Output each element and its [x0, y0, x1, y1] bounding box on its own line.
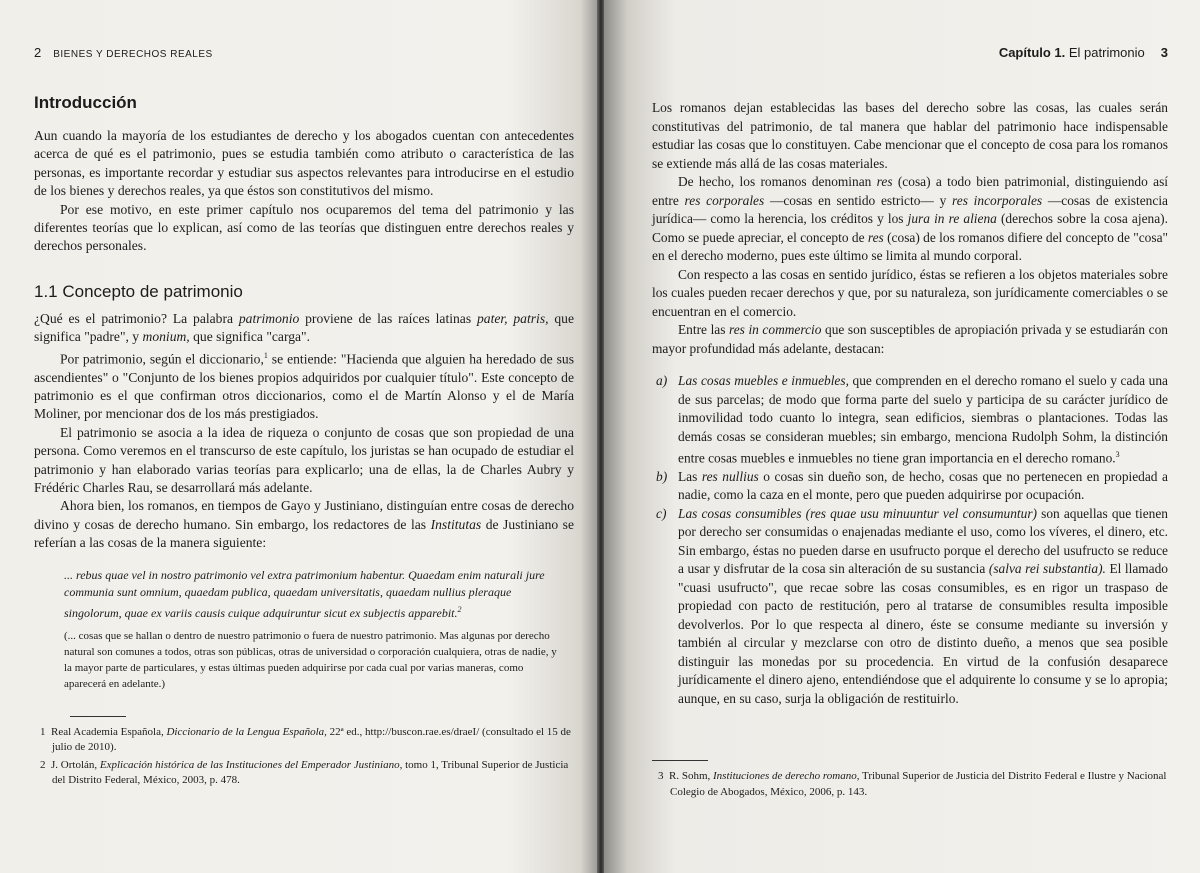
paragraph: Por patrimonio, según el diccionario,$^1$ se entiende: "Hacienda que alguien ha heredado de sus ascendientes" o "Conjunto de los bienes propios adquiridos por cualquier título". Este concepto de patrimonio es el que confirman otros diccionarios, como el de Martín Alonso y el de María Moliner, por mencionar dos de los más prestigiados.	[34, 350, 574, 422]
paragraph: Aun cuando la mayoría de los estudiantes de derecho y los abogados cuentan con antecedentes acerca de qué es el patrimonio, pues se estudia también como atributo o característica de las personas, es importante recordar y estudiar sus aspectos relevantes para introducirse en el estudio de los bienes y derechos reales, ya que éstos son constitutivos del mismo.	[34, 128, 574, 199]
section-title-concepto: 1.1 Concepto de patrimonio	[34, 281, 243, 301]
latin-quote: ... rebus quae vel in nostro patrimonio vel extra patrimonium habentur. Quaedam enim naturali jure communia sunt omnium, quaedam publica, quaedam universitatis, quaedam nullius pleraque singolorum, quae ex variis causis cuique adquiruntur sicut ex subjectis apparebit.$^2$	[64, 567, 545, 620]
paragraph: Ahora bien, los romanos, en tiempos de Gayo y Justiniano, distinguían entre cosas de derecho divino y cosas de derecho humano. Sin embargo, los redactores de las Institutas de Justiniano se referían a las cosas de la manera siguiente:	[34, 498, 575, 551]
footnote-ref: 1	[263, 350, 268, 360]
running-header-right	[652, 45, 1168, 65]
list-item: b) Las res nullius o cosas sin dueño son, de hecho, cosas que no pertenecen en propiedad a nadie, como la caza en el monte, pero que pueden adquirirse por ocupación.	[656, 468, 1168, 503]
res-list	[652, 372, 1168, 708]
footnote-ref: 2	[457, 604, 462, 614]
paragraph: Entre las res in commercio que son susceptibles de apropiación privada y se estudiarán con mayor profundidad más adelante, destacan:	[652, 322, 1168, 356]
paragraph: Por ese motivo, en este primer capítulo nos ocuparemos del tema del patrimonio y las diferentes teorías que lo explican, así como de las teorías que distinguen entre derechos reales y derechos personales.	[34, 201, 574, 254]
footnote-ref: 3	[1115, 450, 1120, 459]
footnote-1: 1 Real Academia Española, Diccionario de la Lengua Española, 22ª ed., http://buscon.rae.es/draeI/ (consultado el 15 de julio de 2010).	[40, 725, 571, 754]
footnote-rule	[652, 760, 708, 761]
chapter-heading: Capítulo 1. El patrimonio	[998, 45, 1145, 60]
footnote-3: 3 R. Sohm, Instituciones de derecho romano, Tribunal Superior de Justicia del Distrito Federal e Ilustre y Nacional Colegio de Abogados, México, 2006, p. 143.	[658, 770, 1167, 798]
footnote-2: 2 J. Ortolán, Explicación histórica de las Instituciones del Emperador Justiniano, tomo 1, Tribunal Superior de Justicia del Distrito Federal, México, 2003, p. 478.	[40, 758, 569, 787]
paragraph: El patrimonio se asocia a la idea de riqueza o conjunto de cosas que son propiedad de una persona. Como veremos en el transcurso de este capítulo, los juristas se han ocupado de estudiar el patrimonio y han elaborado varias teorías para explicarlo; una de ellas, la de Charles Aubry y Frédéric Charles Rau, se desarrollará más adelante.	[34, 424, 574, 496]
left-page	[0, 0, 598, 873]
list-item: a) Las cosas muebles e inmuebles, que comprenden en el derecho romano el suelo y cada una de sus parcelas; de modo que forma parte del suelo y participa de su carácter jurídico de inmovilidad todo cuanto lo integra, sean edificios, siembras o plantaciones. Todas las demás cosas se consideran muebles; sin embargo, menciona Rudolph Sohm, la distinción entre cosas muebles e inmuebles no tiene gran importancia en el derecho romano.$^3$	[656, 373, 1169, 466]
page-number: 3	[1160, 45, 1168, 60]
running-header-left	[34, 45, 574, 65]
footnote-rule	[70, 716, 126, 717]
quote-translation: (... cosas que se hallan o dentro de nuestro patrimonio o fuera de nuestro patrimonio. Mas algunas por derecho natural son comunes a todos, otras son públicas, otras de universidad o corporación cualquiera, otras de nadie, y la mayor parte de particulares, y estas últimas pueden adquirirse por cada cual por varias maneras, como aparecerá en adelante.)	[64, 629, 557, 690]
right-page	[604, 0, 1200, 873]
paragraph: Con respecto a las cosas en sentido jurídico, éstas se refieren a los objetos materiales sobre los cuales pueden recaer derechos y que, por su naturaleza, son jurídicamente comerciables o se encuentran en el comercio.	[652, 266, 1168, 319]
paragraph: Los romanos dejan establecidas las bases del derecho sobre las cosas, las cuales serán constitutivas del patrimonio, de tal manera que hablar del patrimonio hace indispensable estudiar las cosas que lo constituyen. Cabe mencionar que el concepto de cosa para los romanos se extiende más allá de las cosas materiales.	[652, 100, 1168, 171]
section-title-intro: Introducción	[34, 93, 137, 112]
page-number: 2	[34, 45, 42, 60]
list-item: c) Las cosas consumibles (res quae usu minuuntur vel consumuntur) son aquellas que tienen por derecho ser consumidas o enajenadas mediante el uso, como los víveres, el dinero, etc. Sin embargo, éstas no pueden darse en usufructo porque el derecho del usufructo se reduce a usar y disfrutar de la cosa sin alteración de su sustancia (salva rei substantia). El llamado "cuasi usufructo", que recae sobre las cosas consumibles, es en rigor un traspaso de propiedad con pacto de restitución, pero al tratarse de consumibles resulta imposible devolverlos. Por lo que respecta al dinero, éste se consume mediante su inversión y también al circular y mezclarse con otro de distinto dueño, a menos que sea posible distinguir las monedas por su procedencia. En virtud de la confusión desaparece jurídicamente el dinero ajeno, entendiéndose que el adquirente lo consume y se lo apropia; aunque, en su caso, surja la obligación de restituirlo.	[656, 505, 1169, 706]
running-title: BIENES Y DERECHOS REALES	[53, 49, 213, 60]
paragraph: ¿Qué es el patrimonio? La palabra patrimonio proviene de las raíces latinas pater, patris, que significa "padre", y monium, que significa "carga".	[34, 310, 574, 345]
paragraph: De hecho, los romanos denominan res (cosa) a todo bien patrimonial, distinguiendo así entre res corporales —cosas en sentido estricto— y res incorporales —cosas de existencia jurídica— como la herencia, los créditos y los jura in re aliena (derechos sobre la cosa ajena). Como se puede apreciar, el concepto de res (cosa) de los romanos difiere del concepto de "cosa" en el derecho moderno, pues este último se limita al mundo corporal.	[652, 174, 1168, 263]
